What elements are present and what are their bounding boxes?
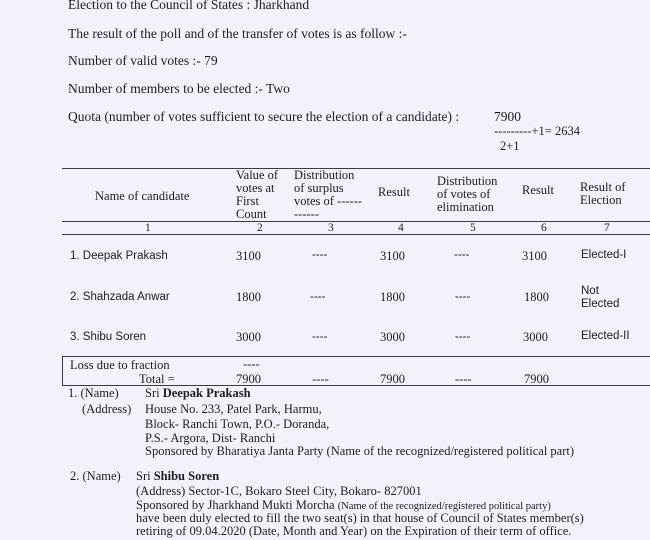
result-value: 1800	[380, 290, 405, 304]
result-value: 3000	[380, 330, 405, 344]
address-line: (Address) Sector-1C, Bokaro Steel City, Bokaro- 827001	[136, 484, 422, 498]
poll-result-intro: The result of the poll and of the transfer of votes is as follow :-	[68, 26, 407, 41]
member-name-line: Sri Deepak Prakash	[145, 386, 251, 400]
sponsor-line: Sponsored by Jharkhand Mukti Morcha (Name of the recognized/registered political party)	[136, 498, 551, 512]
declaration-line-1: have been duly elected to fill the two seat(s) in that house of Council of States member(s)	[136, 511, 584, 525]
quota-label: Quota (number of votes sufficient to secure the election of a candidate) :	[68, 109, 460, 124]
quota-fraction-line: ---------+1= 2634	[494, 124, 580, 138]
address-line-3: P.S.- Argora, Dist- Ranchi	[145, 431, 276, 445]
loss-left-border	[62, 356, 63, 385]
result2-value: 3100	[522, 249, 547, 263]
election-outcome-line2: Elected	[581, 298, 620, 310]
quota-denominator: 2+1	[500, 139, 520, 153]
result2-value: 3000	[523, 330, 548, 344]
address-line-2: Block- Ranchi Town, P.O.- Doranda,	[145, 417, 330, 431]
col-number-3: 3	[328, 222, 334, 234]
candidate-name: 2. Shahzada Anwar	[70, 291, 170, 303]
col-header-name: Name of candidate	[95, 189, 190, 203]
first-count-value: 3100	[236, 249, 261, 263]
surplus-value: ----	[310, 291, 326, 303]
total-label: Total =	[139, 372, 175, 386]
total-elimination: ----	[455, 372, 472, 386]
first-count-value: 1800	[236, 290, 261, 304]
member-name-line: Sri Shibu Soren	[136, 469, 220, 483]
election-title: Election to the Council of States : Jharkhand	[68, 0, 310, 12]
valid-votes: Number of valid votes :- 79	[68, 53, 218, 68]
address-line-1: House No. 233, Patel Park, Harmu,	[145, 402, 322, 416]
col-header-result: Result	[378, 185, 410, 199]
candidate-name: 1. Deepak Prakash	[70, 250, 168, 262]
surplus-value: ----	[312, 331, 328, 343]
rows-bottom-border	[62, 356, 650, 357]
loss-label: Loss due to fraction	[70, 358, 170, 372]
candidate-name: 3. Shibu Soren	[70, 331, 147, 343]
member-number: 2. (Name)	[70, 469, 121, 483]
col-number-4: 4	[398, 222, 404, 234]
member-name: Shibu Soren	[153, 469, 220, 483]
total-result: 7900	[380, 372, 405, 386]
colnum-bottom-border	[62, 234, 650, 235]
member-name: Deepak Prakash	[162, 386, 251, 400]
election-outcome: Elected-II	[581, 330, 630, 342]
col-number-5: 5	[470, 222, 476, 234]
declaration-line-2: retiring of 09.04.2020 (Date, Month and Year) on the Expiration of their term of office.	[136, 524, 572, 538]
election-outcome: Not	[581, 285, 599, 297]
total-value: 7900	[236, 372, 261, 386]
col-header-result2: Result	[522, 183, 554, 197]
member-number: 1. (Name)	[68, 386, 119, 400]
sponsor-line: Sponsored by Bharatiya Janta Party (Name of the recognized/registered political part)	[145, 444, 575, 458]
elimination-value: ----	[455, 291, 471, 303]
col-header-result-election: Result of Election	[580, 180, 626, 207]
result2-value: 1800	[524, 290, 549, 304]
election-outcome: Elected-I	[581, 249, 627, 261]
col-number-2: 2	[257, 222, 263, 234]
col-header-value: Value of votes at First Count	[236, 168, 278, 221]
result-value: 3100	[380, 249, 405, 263]
surplus-value: ----	[312, 249, 328, 261]
members-to-elect: Number of members to be elected :- Two	[68, 81, 290, 96]
col-number-7: 7	[604, 222, 610, 234]
col-number-6: 6	[541, 222, 547, 234]
elimination-value: ----	[454, 249, 470, 261]
col-number-1: 1	[145, 222, 151, 234]
elimination-value: ----	[455, 331, 471, 343]
address-label: (Address)	[82, 402, 132, 416]
col-header-elimination: Distribution of votes of elimination	[437, 174, 498, 214]
col-header-surplus: Distribution of surplus votes of ------ ------	[294, 168, 363, 221]
first-count-value: 3000	[236, 330, 261, 344]
total-surplus: ----	[312, 372, 329, 386]
total-result2: 7900	[524, 372, 549, 386]
loss-value: ----	[243, 357, 260, 371]
quota-numerator: 7900	[494, 109, 521, 124]
